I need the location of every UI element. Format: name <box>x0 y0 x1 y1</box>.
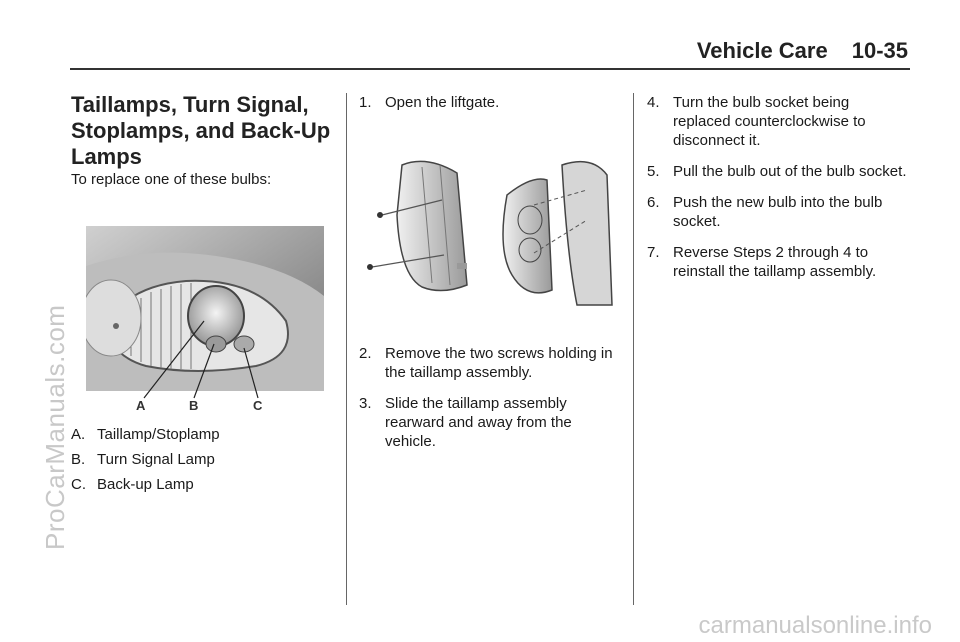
callout-a: A <box>136 398 146 413</box>
steps-list-top <box>359 93 624 124</box>
list-item: 1. Open the liftgate. <box>359 94 500 111</box>
taillamp-figure <box>86 226 324 418</box>
legend-item-a: A. Taillamp/Stoplamp <box>71 426 220 443</box>
list-item: 2. Remove the two screws holding in the taillamp assembly. <box>359 345 613 381</box>
legend-item-c: C. Back-up Lamp <box>71 476 194 493</box>
callout-b: B <box>189 398 199 413</box>
callout-c: C <box>253 398 263 413</box>
column-divider-2 <box>633 93 634 605</box>
liftgate-figure <box>362 155 618 320</box>
section-title: Vehicle Care <box>696 38 828 63</box>
intro-text: To replace one of these bulbs: <box>71 171 272 188</box>
page-number: 10-35 <box>851 38 908 63</box>
legend-item-b: B. Turn Signal Lamp <box>71 451 215 468</box>
list-item: 3. Slide the taillamp assembly rearward and away from the vehicle. <box>359 395 572 450</box>
column-divider-1 <box>346 93 347 605</box>
taillamp-illustration <box>86 226 324 418</box>
side-watermark: ProCarManuals.com <box>40 304 70 550</box>
page-header <box>697 38 908 64</box>
bottom-watermark: carmanualsonline.info <box>698 612 932 639</box>
list-item: 4. Turn the bulb socket being replaced counterclockwise to disconnect it. <box>647 94 866 149</box>
header-rule <box>70 68 910 70</box>
section-heading: Taillamps, Turn Signal, Stoplamps, and Back-Up Lamps <box>71 92 331 169</box>
steps-list-bottom <box>359 344 624 463</box>
list-item: 6. Push the new bulb into the bulb socket. <box>647 194 883 230</box>
liftgate-illustration <box>362 155 618 320</box>
list-item: 5. Pull the bulb out of the bulb socket. <box>647 163 907 180</box>
steps-list-col3 <box>647 93 909 293</box>
list-item: 7. Reverse Steps 2 through 4 to reinstall the taillamp assembly. <box>647 244 877 280</box>
